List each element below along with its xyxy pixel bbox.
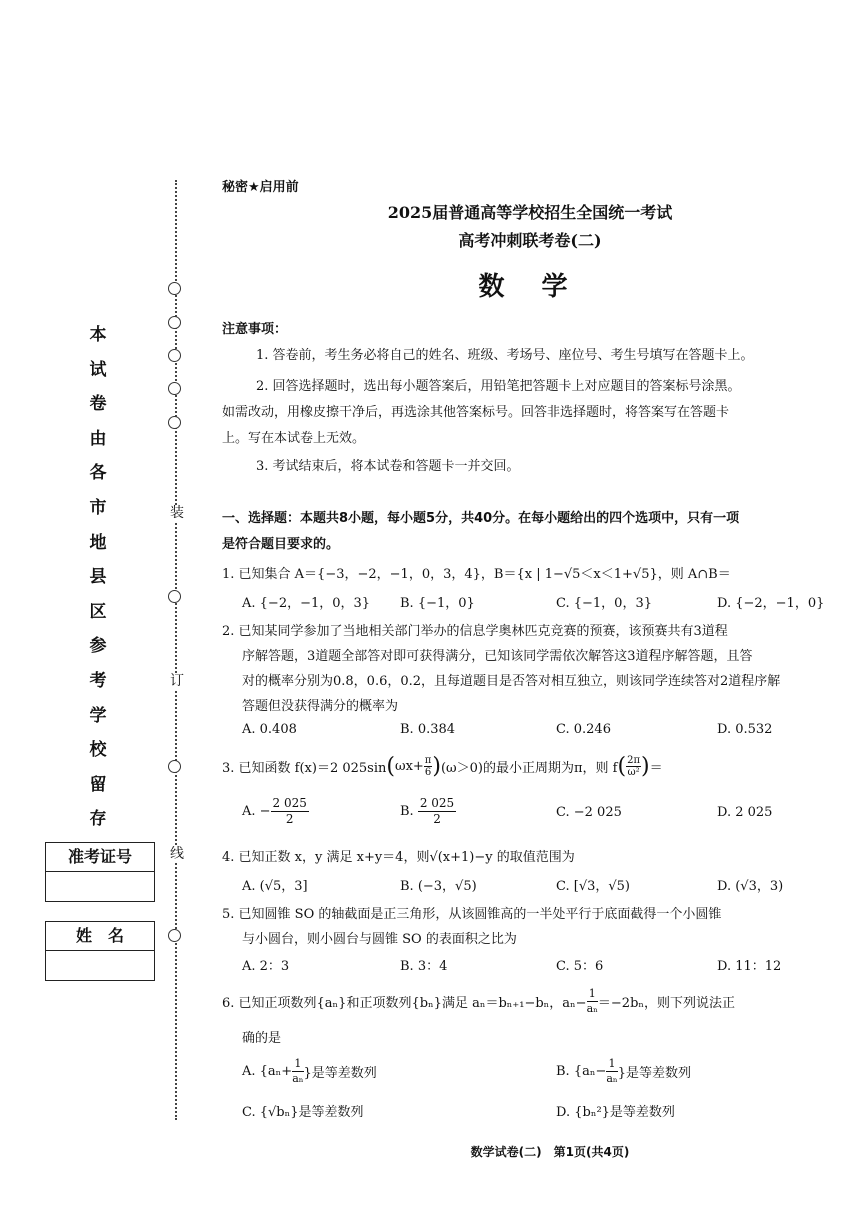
q3-option-a: A. − $\frac{2 025}{2}$	[242, 796, 307, 826]
q4-stem: 4. 已知正数 x，y 满足 x+y＝4，则√(x+1)−y 的取值范围为	[222, 850, 575, 865]
q6-stem: 6. 已知正项数列{aₙ}和正项数列{bₙ}满足 aₙ＝bₙ₊₁−bₙ，aₙ− $\frac{1}{\text{aₙ}}$ ＝−2bₙ，则下列说法正	[222, 987, 736, 1015]
notes-heading: 注意事项：	[222, 322, 288, 337]
q5-option-d: D. 11：12	[717, 959, 782, 974]
exam-id-label: 准考证号	[46, 843, 154, 872]
binding-hole	[168, 349, 181, 362]
sidebar-vertical-text: 本 试 卷 由 各 市 地 县 区 参 考 学 校 留 存	[89, 325, 107, 830]
q1-option-b: B. {−1，0}	[400, 596, 475, 611]
exam-subtitle: 高考冲刺联考卷(二)	[458, 231, 602, 250]
q1-option-c: C. {−1，0，3}	[556, 596, 652, 611]
note-2a: 2. 回答选择题时，选出每小题答案后，用铅笔把答题卡上对应题目的答案标号涂黑。	[256, 379, 741, 394]
q5-option-a: A. 2：3	[242, 959, 290, 974]
note-3: 3. 考试结束后，将本试卷和答题卡一并交回。	[256, 459, 520, 474]
name-label: 姓 名	[46, 922, 154, 951]
exam-id-field[interactable]	[46, 872, 154, 901]
q3-option-b: B. $\frac{2 025}{2}$	[400, 796, 455, 826]
q2-line-2: 序解答题，3道题全部答对即可获得满分，已知该同学需依次解答这3道程序解答题，且答	[242, 649, 753, 664]
q6-option-a: A. {aₙ+ $\frac{1}{\text{aₙ}}$ }是等差数列	[242, 1057, 377, 1085]
section-heading: 一、选择题：本题共8小题，每小题5分，共40分。在每小题给出的四个选项中，只有一项	[222, 511, 740, 526]
q2-option-a: A. 0.408	[242, 722, 297, 737]
binding-hole	[168, 382, 181, 395]
q2-option-b: B. 0.384	[400, 722, 456, 737]
binding-hole	[168, 316, 181, 329]
name-field[interactable]	[46, 951, 154, 980]
q1-option-d: D. {−2，−1，0}	[717, 596, 825, 611]
q6-option-b: B. {aₙ− $\frac{1}{\text{aₙ}}$ }是等差数列	[556, 1057, 691, 1085]
binding-hole	[168, 416, 181, 429]
q3-option-c: C. −2 025	[556, 805, 622, 820]
q2-option-c: C. 0.246	[556, 722, 611, 737]
section-heading-cont: 是符合题目要求的。	[222, 537, 340, 552]
q6-option-d: D. {bₙ²}是等差数列	[556, 1105, 675, 1120]
binding-hole	[168, 760, 181, 773]
q5-option-c: C. 5：6	[556, 959, 604, 974]
q1-option-a: A. {−2，−1，0，3}	[242, 596, 371, 611]
page-footer: 数学试卷(二) 第1页(共4页)	[470, 1145, 630, 1159]
q5-line-1: 5. 已知圆锥 SO 的轴截面是正三角形，从该圆锥高的一半处平行于底面截得一个小圆锥	[222, 907, 722, 922]
note-2b: 如需改动，用橡皮擦干净后，再选涂其他答案标号。回答非选择题时，将答案写在答题卡	[222, 405, 730, 420]
binding-hole	[168, 590, 181, 603]
q4-option-b: B. (−3，√5)	[400, 879, 477, 894]
q2-line-3: 对的概率分别为0.8，0.6，0.2，且每道题目是否答对相互独立，则该同学连续答对2道程序解	[242, 674, 781, 689]
note-2c: 上。写在本试卷上无效。	[222, 431, 366, 446]
q2-option-d: D. 0.532	[717, 722, 773, 737]
binding-hole	[168, 929, 181, 942]
binding-char: 线	[170, 846, 184, 862]
q3-option-d: D. 2 025	[717, 805, 773, 820]
exam-title: 2025届普通高等学校招生全国统一考试	[387, 203, 673, 222]
name-box	[45, 921, 155, 981]
q4-option-d: D. (√3，3)	[717, 879, 784, 894]
q5-line-2: 与小圆台，则小圆台与圆锥 SO 的表面积之比为	[242, 932, 517, 947]
q2-line-1: 2. 已知某同学参加了当地相关部门举办的信息学奥林匹克竞赛的预赛，该预赛共有3道程	[222, 624, 728, 639]
q4-option-c: C. [√3，√5)	[556, 879, 631, 894]
binding-char: 订	[170, 673, 184, 689]
q5-option-b: B. 3：4	[400, 959, 448, 974]
binding-char: 装	[170, 505, 184, 521]
secret-label: 秘密★启用前	[222, 180, 299, 195]
q1-stem: 1. 已知集合 A＝{−3，−2，−1，0，3，4}，B＝{x | 1−√5＜x＜1+√5}，则 A∩B＝	[222, 567, 731, 582]
q2-line-4: 答题但没获得满分的概率为	[242, 699, 399, 714]
q6-line-2: 确的是	[242, 1031, 282, 1046]
q3-stem: 3. 已知函数 f(x)＝2 025sin(ωx+ $\frac{\pi}{6}$ )(ω＞0)的最小正周期为π，则 f( $\frac{2\pi}{\text{ω²}}$ )＝	[222, 754, 663, 779]
exam-id-box	[45, 842, 155, 902]
note-1: 1. 答卷前，考生务必将自己的姓名、班级、考场号、座位号、考生号填写在答题卡上。	[256, 348, 754, 363]
q6-option-c: C. {√bₙ}是等差数列	[242, 1105, 364, 1120]
q4-option-a: A. (√5，3]	[242, 879, 308, 894]
subject-title: 数 学	[478, 272, 582, 302]
